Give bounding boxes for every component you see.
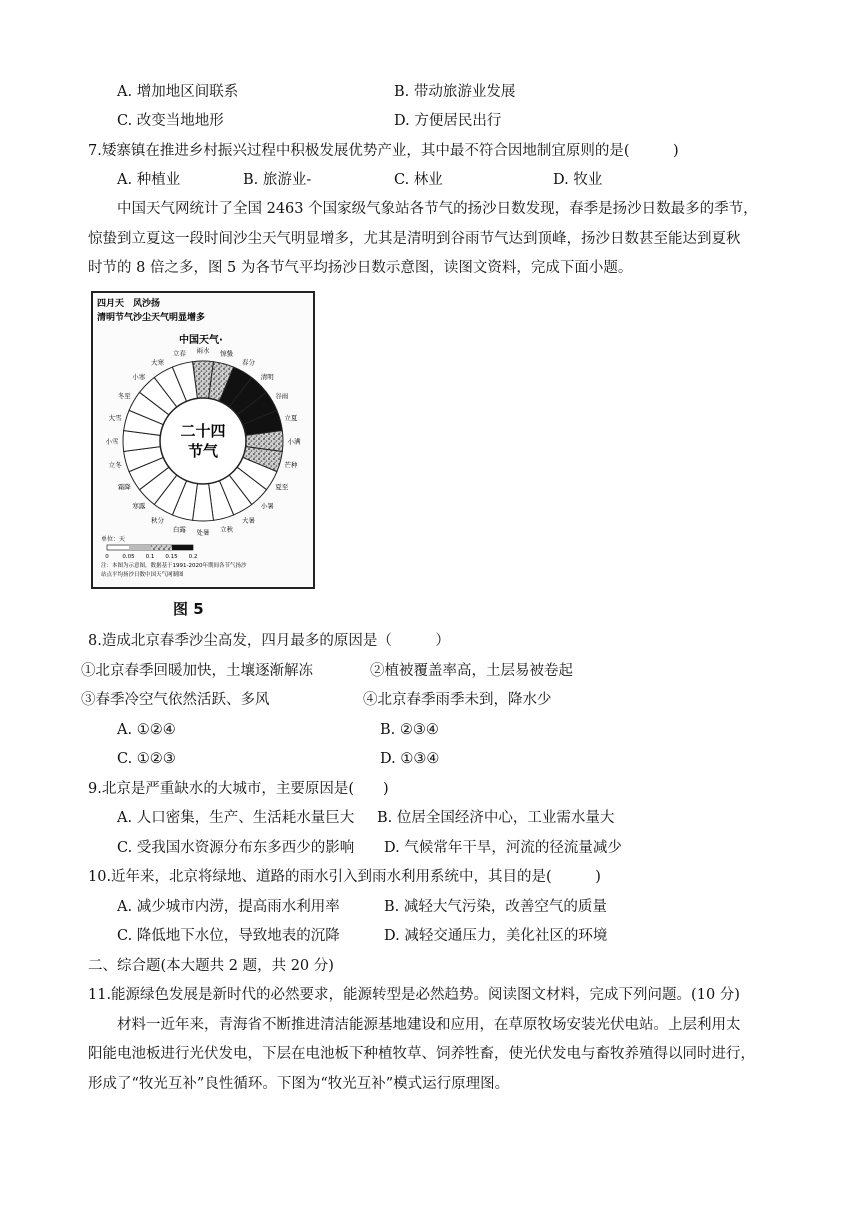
legend-scale-bar <box>107 545 193 550</box>
q7-option-d: D. 牧业 <box>553 172 603 188</box>
q11-stem: 11.能源绿色发展是新时代的必然要求，能源转型是必然趋势。阅读图文材料，完成下列问题。(10 分) <box>88 987 740 1003</box>
figure-5-solar-terms-diagram <box>91 291 315 589</box>
china-weather-logo: 中国天气· <box>179 335 223 346</box>
q11-material-line-2: 阳能电池板进行光伏发电，下层在电池板下种植牧草、饲养牲畜，使光伏发电与畜牧养殖得以同时进行， <box>88 1046 755 1062</box>
q10-option-b: B. 减轻大气污染，改善空气的质量 <box>384 899 607 915</box>
q7-stem: 7.矮寨镇在推进乡村振兴过程中积极发展优势产业，其中最不符合因地制宜原则的是( ) <box>88 143 679 159</box>
section-2-heading: 二、综合题(本大题共 2 题，共 20 分) <box>88 958 334 974</box>
center-label-line-2: 节气 <box>187 442 219 460</box>
solar-term-label: 小暑 <box>260 501 274 510</box>
q8-statement-1: ①北京春季回暖加快，土壤逐渐解冻 <box>81 663 313 679</box>
q6-option-c: C. 改变当地地形 <box>117 113 224 129</box>
solar-term-label: 处暑 <box>196 528 210 537</box>
solar-term-label: 春分 <box>242 358 255 367</box>
solar-term-label: 立夏 <box>284 413 298 422</box>
ring-center-circle <box>160 398 246 484</box>
solar-term-label: 大暑 <box>242 516 255 525</box>
q9-option-b: B. 位居全国经济中心，工业需水量大 <box>377 810 615 826</box>
q9-option-a: A. 人口密集，生产、生活耗水量巨大 <box>117 810 355 826</box>
q8-statement-4: ④北京春季雨季未到，降水少 <box>363 692 552 708</box>
q8-option-c: C. ①②③ <box>117 751 176 767</box>
q10-option-a: A. 减少城市内涝，提高雨水利用率 <box>117 899 340 915</box>
passage-line-1: 中国天气网统计了全国 2463 个国家级气象站各节气的扬沙日数发现，春季是扬沙日数最多的季节， <box>117 201 758 217</box>
figure-header-line-1: 四月天 风沙扬 <box>97 299 161 309</box>
q8-stem: 8.造成北京春季沙尘高发，四月最多的原因是（ ） <box>88 633 450 649</box>
solar-term-label: 夏至 <box>275 483 289 491</box>
q6-option-d: D. 方便居民出行 <box>394 113 502 129</box>
q7-option-c: C. 林业 <box>394 172 443 188</box>
legend-tick-label: 0.05 <box>122 554 135 560</box>
q10-stem: 10.近年来，北京将绿地、道路的雨水引入到雨水利用系统中，其目的是( ) <box>88 869 601 885</box>
solar-term-label: 白露 <box>172 525 186 534</box>
solar-term-label: 清明 <box>260 373 274 382</box>
solar-term-label: 惊蛰 <box>220 349 234 358</box>
legend-unit-label: 单位：天 <box>101 536 126 543</box>
center-label-line-1: 二十四 <box>180 422 226 440</box>
q10-option-d: D. 减轻交通压力，美化社区的环境 <box>384 928 608 944</box>
figure-caption: 图 5 <box>173 600 204 618</box>
solar-term-label: 芒种 <box>284 461 298 470</box>
figure-note-line-2: 站点平均扬沙日数中国天气网制图 <box>101 572 184 578</box>
solar-terms-ring-chart <box>93 293 313 587</box>
solar-term-label: 大寒 <box>151 358 164 367</box>
q9-option-c: C. 受我国水资源分布东多西少的影响 <box>117 840 355 856</box>
solar-term-label: 小满 <box>287 437 301 446</box>
solar-term-label: 冬至 <box>117 392 131 400</box>
solar-term-label: 立春 <box>172 349 186 358</box>
solar-term-label: 秋分 <box>151 516 164 525</box>
solar-term-label: 谷雨 <box>275 392 289 400</box>
legend-tick-label: 0.15 <box>165 554 178 560</box>
q10-option-c: C. 降低地下水位，导致地表的沉降 <box>117 928 340 944</box>
q7-option-b: B. 旅游业- <box>243 172 312 188</box>
legend-tick-label: 0 <box>105 554 109 560</box>
legend-tick-labels <box>105 554 197 560</box>
q8-option-d: D. ①③④ <box>380 751 440 767</box>
solar-term-label: 雨水 <box>196 346 210 355</box>
q6-option-a: A. 增加地区间联系 <box>117 84 239 100</box>
legend-tick-label: 0.1 <box>145 554 155 560</box>
legend-tick-label: 0.2 <box>188 554 198 560</box>
passage-line-2: 惊蛰到立夏这一段时间沙尘天气明显增多，尤其是清明到谷雨节气达到顶峰，扬沙日数甚至能达到夏秋 <box>88 231 741 247</box>
passage-line-3: 时节的 8 倍之多，图 5 为各节气平均扬沙日数示意图，读图文资料，完成下面小题。 <box>88 260 633 276</box>
solar-term-label: 霜降 <box>117 483 131 491</box>
solar-term-label: 寒露 <box>132 501 146 510</box>
q8-option-a: A. ①②④ <box>117 722 176 738</box>
solar-term-label: 小雪 <box>105 437 119 446</box>
q9-stem: 9.北京是严重缺水的大城市，主要原因是( ) <box>88 781 389 797</box>
q11-material-line-1: 材料一近年来，青海省不断推进清洁能源基地建设和应用，在草原牧场安装光伏电站。上层利用太 <box>117 1017 741 1033</box>
solar-term-label: 小寒 <box>132 373 146 382</box>
solar-term-label: 立秋 <box>220 525 234 534</box>
q9-option-d: D. 气候常年干旱，河流的径流量减少 <box>384 840 622 856</box>
q8-statement-2: ②植被覆盖率高，土层易被卷起 <box>370 663 573 679</box>
q11-material-line-3: 形成了“牧光互补”良性循环。下图为“牧光互补”模式运行原理图。 <box>88 1076 510 1092</box>
q6-option-b: B. 带动旅游业发展 <box>394 84 516 100</box>
figure-header-line-2: 清明节气沙尘天气明显增多 <box>97 313 206 323</box>
q8-statement-3: ③春季冷空气依然活跃、多风 <box>81 692 270 708</box>
solar-term-label: 立冬 <box>108 461 122 470</box>
solar-term-label: 大雪 <box>108 413 122 422</box>
figure-note-line-1: 注：本图为示意图，数据基于1991-2020年期间各节气扬沙 <box>101 563 247 569</box>
q7-option-a: A. 种植业 <box>117 172 181 188</box>
q8-option-b: B. ②③④ <box>380 722 439 738</box>
